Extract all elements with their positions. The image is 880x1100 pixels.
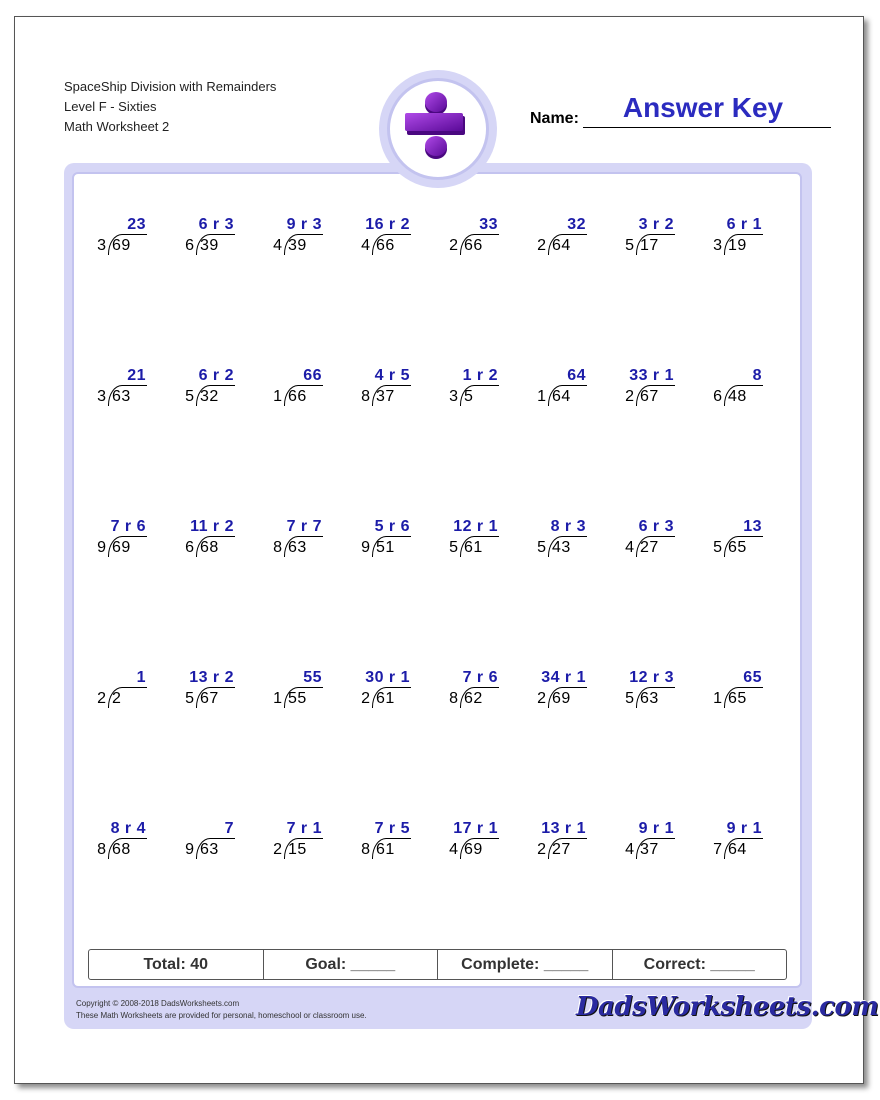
dividend: 65	[728, 690, 747, 707]
goal-field: Goal: _____	[263, 950, 438, 979]
division-problem	[352, 367, 432, 417]
answer-quotient: 33 r 1	[629, 367, 674, 384]
dividend: 43	[552, 539, 571, 556]
dividend: 67	[640, 388, 659, 405]
divisor: 9	[361, 539, 370, 556]
answer-quotient: 6 r 2	[198, 367, 234, 384]
divisor: 8	[97, 841, 106, 858]
divisor: 4	[625, 841, 634, 858]
divisor: 6	[185, 539, 194, 556]
dividend: 2	[112, 690, 122, 707]
divisor: 8	[273, 539, 282, 556]
dividend: 69	[112, 539, 131, 556]
divisor: 5	[185, 388, 194, 405]
dividend: 61	[464, 539, 483, 556]
answer-quotient: 13	[743, 518, 762, 535]
answer-quotient: 7 r 7	[286, 518, 322, 535]
division-problem	[616, 518, 696, 568]
divisor: 5	[537, 539, 546, 556]
name-label: Name:	[530, 110, 579, 127]
dividend: 68	[112, 841, 131, 858]
answer-quotient: 1	[136, 669, 146, 686]
divisor: 1	[273, 690, 282, 707]
answer-quotient: 13 r 2	[189, 669, 234, 686]
dividend: 65	[728, 539, 747, 556]
division-problem	[88, 518, 168, 568]
answer-quotient: 5 r 6	[374, 518, 410, 535]
divisor: 4	[449, 841, 458, 858]
dividend: 61	[376, 841, 395, 858]
division-problem	[704, 669, 784, 719]
dividend: 66	[288, 388, 307, 405]
dividend: 19	[728, 237, 747, 254]
division-problem	[264, 216, 344, 266]
divisor: 5	[625, 237, 634, 254]
copyright-text: Copyright © 2008-2018 DadsWorksheets.com	[76, 999, 240, 1008]
division-problem	[352, 669, 432, 719]
dividend: 39	[200, 237, 219, 254]
divisor: 1	[713, 690, 722, 707]
division-problem	[440, 367, 520, 417]
dividend: 39	[288, 237, 307, 254]
divisor: 5	[625, 690, 634, 707]
dividend: 17	[640, 237, 659, 254]
complete-field: Complete: _____	[437, 950, 612, 979]
answer-quotient: 66	[303, 367, 322, 384]
division-problem	[88, 669, 168, 719]
division-problem	[616, 820, 696, 870]
answer-quotient: 23	[127, 216, 146, 233]
answer-quotient: 34 r 1	[541, 669, 586, 686]
divisor: 4	[273, 237, 282, 254]
dividend: 64	[552, 388, 571, 405]
answer-quotient: 9 r 3	[286, 216, 322, 233]
dividend: 66	[464, 237, 483, 254]
answer-quotient: 8	[752, 367, 762, 384]
answer-quotient: 64	[567, 367, 586, 384]
divisor: 9	[185, 841, 194, 858]
division-problem	[264, 367, 344, 417]
dividend: 5	[464, 388, 474, 405]
answer-quotient: 13 r 1	[541, 820, 586, 837]
dividend: 66	[376, 237, 395, 254]
answer-quotient: 9 r 1	[638, 820, 674, 837]
division-problem	[704, 518, 784, 568]
total-count: Total: 40	[143, 956, 209, 973]
divisor: 3	[97, 237, 106, 254]
dividend: 37	[640, 841, 659, 858]
divisor: 8	[361, 388, 370, 405]
divisor: 6	[713, 388, 722, 405]
division-problem	[616, 367, 696, 417]
answer-quotient: 21	[127, 367, 146, 384]
answer-quotient: 12 r 1	[453, 518, 498, 535]
answer-quotient: 8 r 3	[550, 518, 586, 535]
dividend: 68	[200, 539, 219, 556]
division-problem	[352, 518, 432, 568]
division-problem	[176, 820, 256, 870]
divisor: 3	[713, 237, 722, 254]
division-problem	[528, 518, 608, 568]
dividend: 32	[200, 388, 219, 405]
dividend: 67	[200, 690, 219, 707]
worksheet-level: Level F - Sixties	[64, 99, 157, 114]
brand-logo: DadsWorksheets.com	[576, 992, 879, 1022]
divisor: 4	[361, 237, 370, 254]
division-problem	[176, 216, 256, 266]
answer-quotient: 3 r 2	[638, 216, 674, 233]
dividend: 63	[640, 690, 659, 707]
divisor: 5	[713, 539, 722, 556]
division-problem	[88, 216, 168, 266]
footer-notice	[76, 998, 367, 1022]
dividend: 69	[552, 690, 571, 707]
divisor: 1	[273, 388, 282, 405]
divisor: 6	[185, 237, 194, 254]
dividend: 27	[552, 841, 571, 858]
divisor: 2	[97, 690, 106, 707]
division-problem	[616, 216, 696, 266]
divisor: 2	[537, 237, 546, 254]
division-problem	[352, 216, 432, 266]
divisor: 9	[97, 539, 106, 556]
division-problem	[528, 669, 608, 719]
dividend: 63	[288, 539, 307, 556]
answer-quotient: 7 r 5	[374, 820, 410, 837]
division-problem	[176, 367, 256, 417]
answer-quotient: 6 r 1	[726, 216, 762, 233]
answer-quotient: 55	[303, 669, 322, 686]
dividend: 69	[112, 237, 131, 254]
answer-quotient: 30 r 1	[365, 669, 410, 686]
divisor: 2	[537, 841, 546, 858]
division-problem	[440, 216, 520, 266]
answer-quotient: 6 r 3	[638, 518, 674, 535]
dividend: 15	[288, 841, 307, 858]
division-problem	[88, 820, 168, 870]
division-problem	[528, 820, 608, 870]
division-problem	[616, 669, 696, 719]
division-problem	[264, 518, 344, 568]
answer-quotient: 65	[743, 669, 762, 686]
division-problem	[88, 367, 168, 417]
dividend: 63	[200, 841, 219, 858]
correct-field: Correct: _____	[612, 950, 787, 979]
answer-quotient: 7 r 6	[462, 669, 498, 686]
division-problem	[264, 820, 344, 870]
answer-quotient: 33	[479, 216, 498, 233]
division-problem	[704, 820, 784, 870]
division-problem	[704, 216, 784, 266]
answer-quotient: 6 r 3	[198, 216, 234, 233]
division-sign-icon	[395, 86, 481, 172]
divisor: 3	[97, 388, 106, 405]
worksheet-title: SpaceShip Division with Remainders	[64, 79, 277, 94]
divisor: 2	[625, 388, 634, 405]
divisor: 7	[713, 841, 722, 858]
division-problem	[528, 216, 608, 266]
usage-notice: These Math Worksheets are provided for personal, homeschool or classroom use.	[76, 1011, 367, 1020]
answer-quotient: 7 r 1	[286, 820, 322, 837]
answer-quotient: 4 r 5	[374, 367, 410, 384]
division-problem	[264, 669, 344, 719]
dividend: 62	[464, 690, 483, 707]
dividend: 37	[376, 388, 395, 405]
answer-quotient: 11 r 2	[190, 518, 234, 535]
dividend: 55	[288, 690, 307, 707]
division-problem	[352, 820, 432, 870]
divisor: 2	[449, 237, 458, 254]
division-problem	[176, 518, 256, 568]
answer-quotient: 7 r 6	[110, 518, 146, 535]
division-problem	[528, 367, 608, 417]
dividend: 48	[728, 388, 747, 405]
score-box	[88, 949, 787, 980]
answer-key-label: Answer Key	[622, 92, 784, 123]
dividend: 63	[112, 388, 131, 405]
divisor: 2	[361, 690, 370, 707]
division-problem	[704, 367, 784, 417]
answer-quotient: 12 r 3	[629, 669, 674, 686]
division-problem	[440, 518, 520, 568]
answer-quotient: 7	[224, 820, 234, 837]
dividend: 51	[376, 539, 395, 556]
divisor: 1	[537, 388, 546, 405]
answer-quotient: 16 r 2	[365, 216, 410, 233]
division-problem	[176, 669, 256, 719]
dividend: 64	[728, 841, 747, 858]
dividend: 27	[640, 539, 659, 556]
dividend: 61	[376, 690, 395, 707]
answer-quotient: 8 r 4	[110, 820, 146, 837]
worksheet-number: Math Worksheet 2	[64, 119, 170, 134]
answer-quotient: 9 r 1	[726, 820, 762, 837]
divisor: 8	[449, 690, 458, 707]
dividend: 64	[552, 237, 571, 254]
divisor: 4	[625, 539, 634, 556]
division-problem	[440, 669, 520, 719]
divisor: 8	[361, 841, 370, 858]
answer-quotient: 17 r 1	[453, 820, 498, 837]
divisor: 2	[537, 690, 546, 707]
divisor: 3	[449, 388, 458, 405]
division-problem	[440, 820, 520, 870]
dividend: 69	[464, 841, 483, 858]
answer-quotient: 32	[567, 216, 586, 233]
divisor: 5	[185, 690, 194, 707]
answer-quotient: 1 r 2	[462, 367, 498, 384]
divisor: 2	[273, 841, 282, 858]
divisor: 5	[449, 539, 458, 556]
